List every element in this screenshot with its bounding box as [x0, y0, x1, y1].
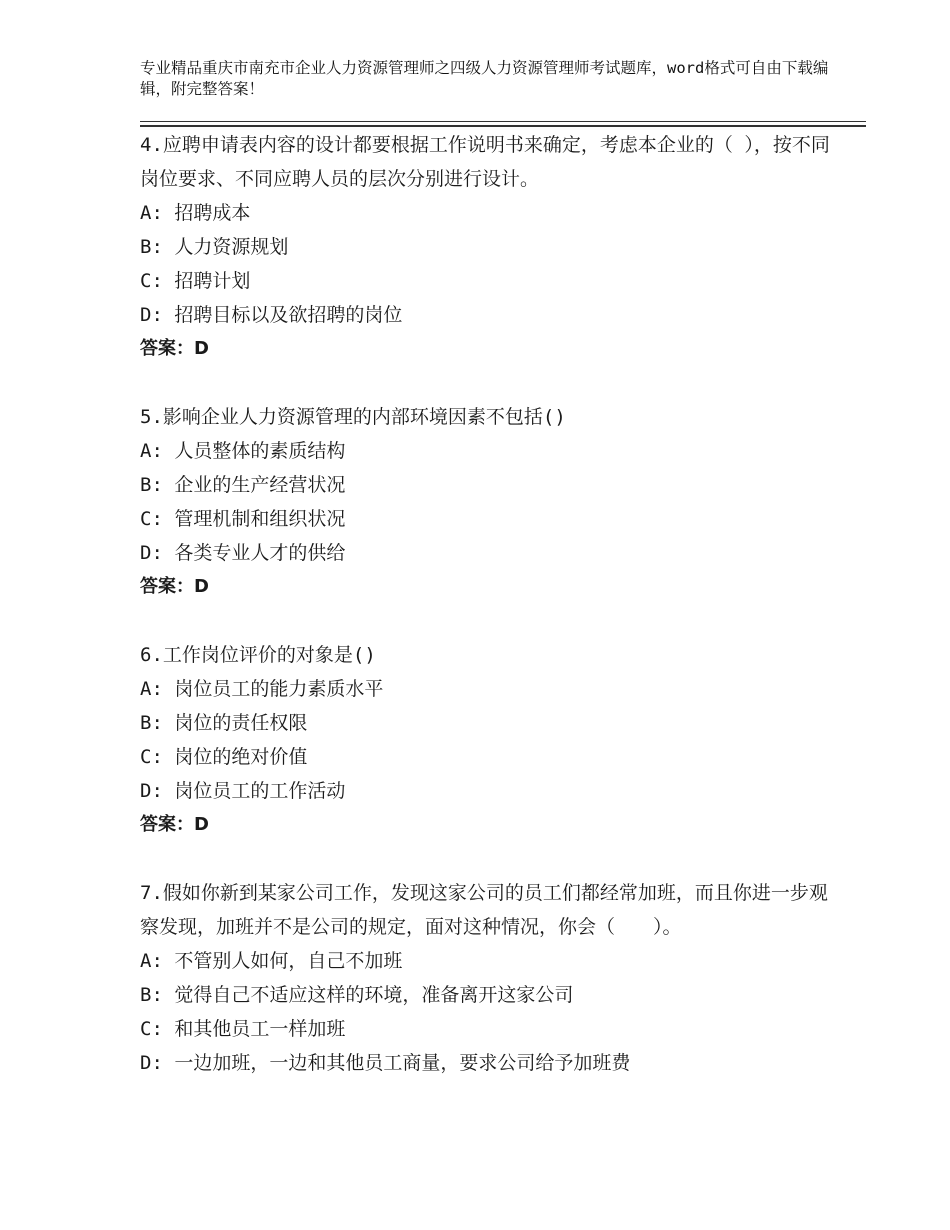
option-a: A: 岗位员工的能力素质水平 — [140, 678, 384, 700]
option-c: C: 岗位的绝对价值 — [140, 746, 308, 768]
option-b: B: 企业的生产经营状况 — [140, 474, 346, 496]
question-7 — [140, 876, 840, 1080]
question-stem: 4.应聘申请表内容的设计都要根据工作说明书来确定，考虑本企业的（ ），按不同岗位要求、不同应聘人员的层次分别进行设计。 — [140, 134, 830, 190]
question-4 — [140, 128, 840, 366]
answer-label: 答案：D — [140, 576, 209, 597]
answer-label: 答案：D — [140, 814, 209, 835]
document-header: 专业精品重庆市南充市企业人力资源管理师之四级人力资源管理师考试题库，word格式可自由下载编辑，附完整答案！ — [140, 59, 829, 98]
option-d: D: 各类专业人才的供给 — [140, 542, 346, 564]
question-5 — [140, 400, 840, 604]
question-list — [140, 128, 840, 1114]
answer-label: 答案：D — [140, 338, 209, 359]
header-divider-thick — [140, 125, 866, 127]
option-a: A: 不管别人如何，自己不加班 — [140, 950, 403, 972]
option-c: C: 招聘计划 — [140, 270, 251, 292]
question-6 — [140, 638, 840, 842]
option-a: A: 招聘成本 — [140, 202, 251, 224]
question-stem: 6.工作岗位评价的对象是() — [140, 644, 376, 666]
header-divider-thin — [140, 121, 866, 122]
question-stem: 5.影响企业人力资源管理的内部环境因素不包括() — [140, 406, 566, 428]
option-d: D: 一边加班，一边和其他员工商量，要求公司给予加班费 — [140, 1052, 631, 1074]
option-c: C: 和其他员工一样加班 — [140, 1018, 346, 1040]
option-a: A: 人员整体的素质结构 — [140, 440, 346, 462]
option-b: B: 岗位的责任权限 — [140, 712, 308, 734]
option-c: C: 管理机制和组织状况 — [140, 508, 346, 530]
option-b: B: 人力资源规划 — [140, 236, 289, 258]
option-d: D: 招聘目标以及欲招聘的岗位 — [140, 304, 403, 326]
option-b: B: 觉得自己不适应这样的环境，准备离开这家公司 — [140, 984, 574, 1006]
option-d: D: 岗位员工的工作活动 — [140, 780, 346, 802]
question-stem: 7.假如你新到某家公司工作，发现这家公司的员工们都经常加班，而且你进一步观察发现，加班并不是公司的规定，面对这种情况，你会（ ）。 — [140, 882, 828, 938]
